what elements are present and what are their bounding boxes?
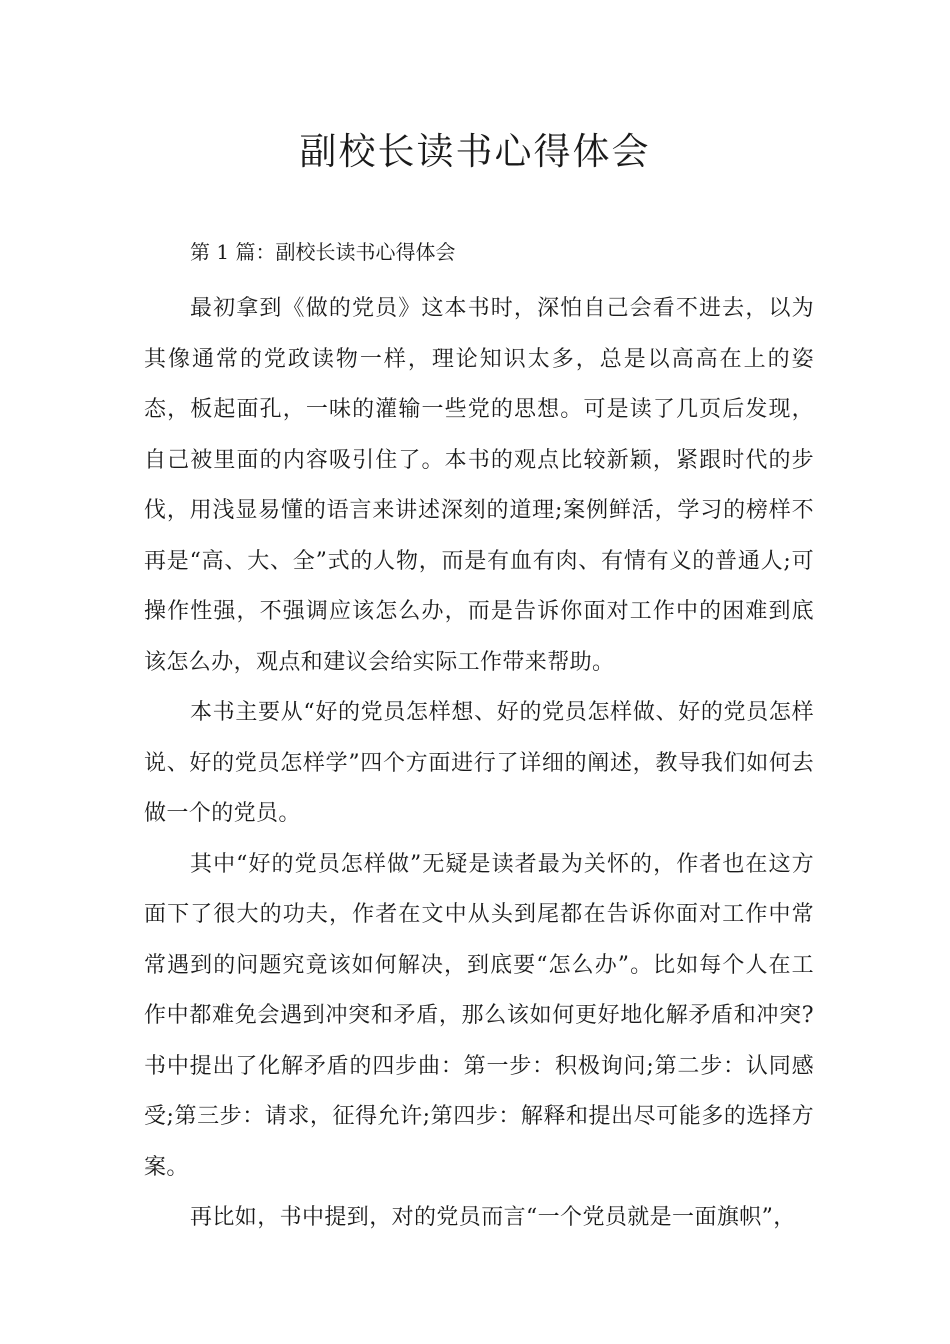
paragraph-1: 最初拿到《做的党员》这本书时，深怕自己会看不进去，以为其像通常的党政读物一样，理论知识太多，总是以高高在上的姿态，板起面孔，一味的灌输一些党的思想。可是读了几页后发现，自己被里面的内容吸引住了。本书的观点比较新颖，紧跟时代的步伐，用浅显易懂的语言来讲述深刻的道理;案例鲜活，学习的榜样不再是“高、大、全”式的人物，而是有血有肉、有情有义的普通人;可操作性强，不强调应该怎么办，而是告诉你面对工作中的困难到底该怎么办，观点和建议会给实际工作带来帮助。 [144,296,814,675]
document-body [144,230,814,1244]
paragraph-3: 其中“好的党员怎样做”无疑是读者最为关怀的，作者也在这方面下了很大的功夫，作者在文中从头到尾都在告诉你面对工作中常常遇到的问题究竟该如何解决，到底要“怎么办”。比如每个人在工作中都难免会遇到冲突和矛盾，那么该如何更好地化解矛盾和冲突?书中提出了化解矛盾的四步曲：第一步：积极询问;第二步：认同感受;第三步：请求，征得允许;第四步：解释和提出尽可能多的选择方案。 [144,851,814,1180]
document-title: 副校长读书心得体会 [299,130,651,173]
section-heading: 第 1 篇：副校长读书心得体会 [190,240,456,264]
paragraph-4: 再比如，书中提到，对的党员而言“一个党员就是一面旗帜”， [190,1205,796,1230]
paragraph-2: 本书主要从“好的党员怎样想、好的党员怎样做、好的党员怎样说、好的党员怎样学”四个方面进行了详细的阐述，教导我们如何去做一个的党员。 [144,700,814,826]
